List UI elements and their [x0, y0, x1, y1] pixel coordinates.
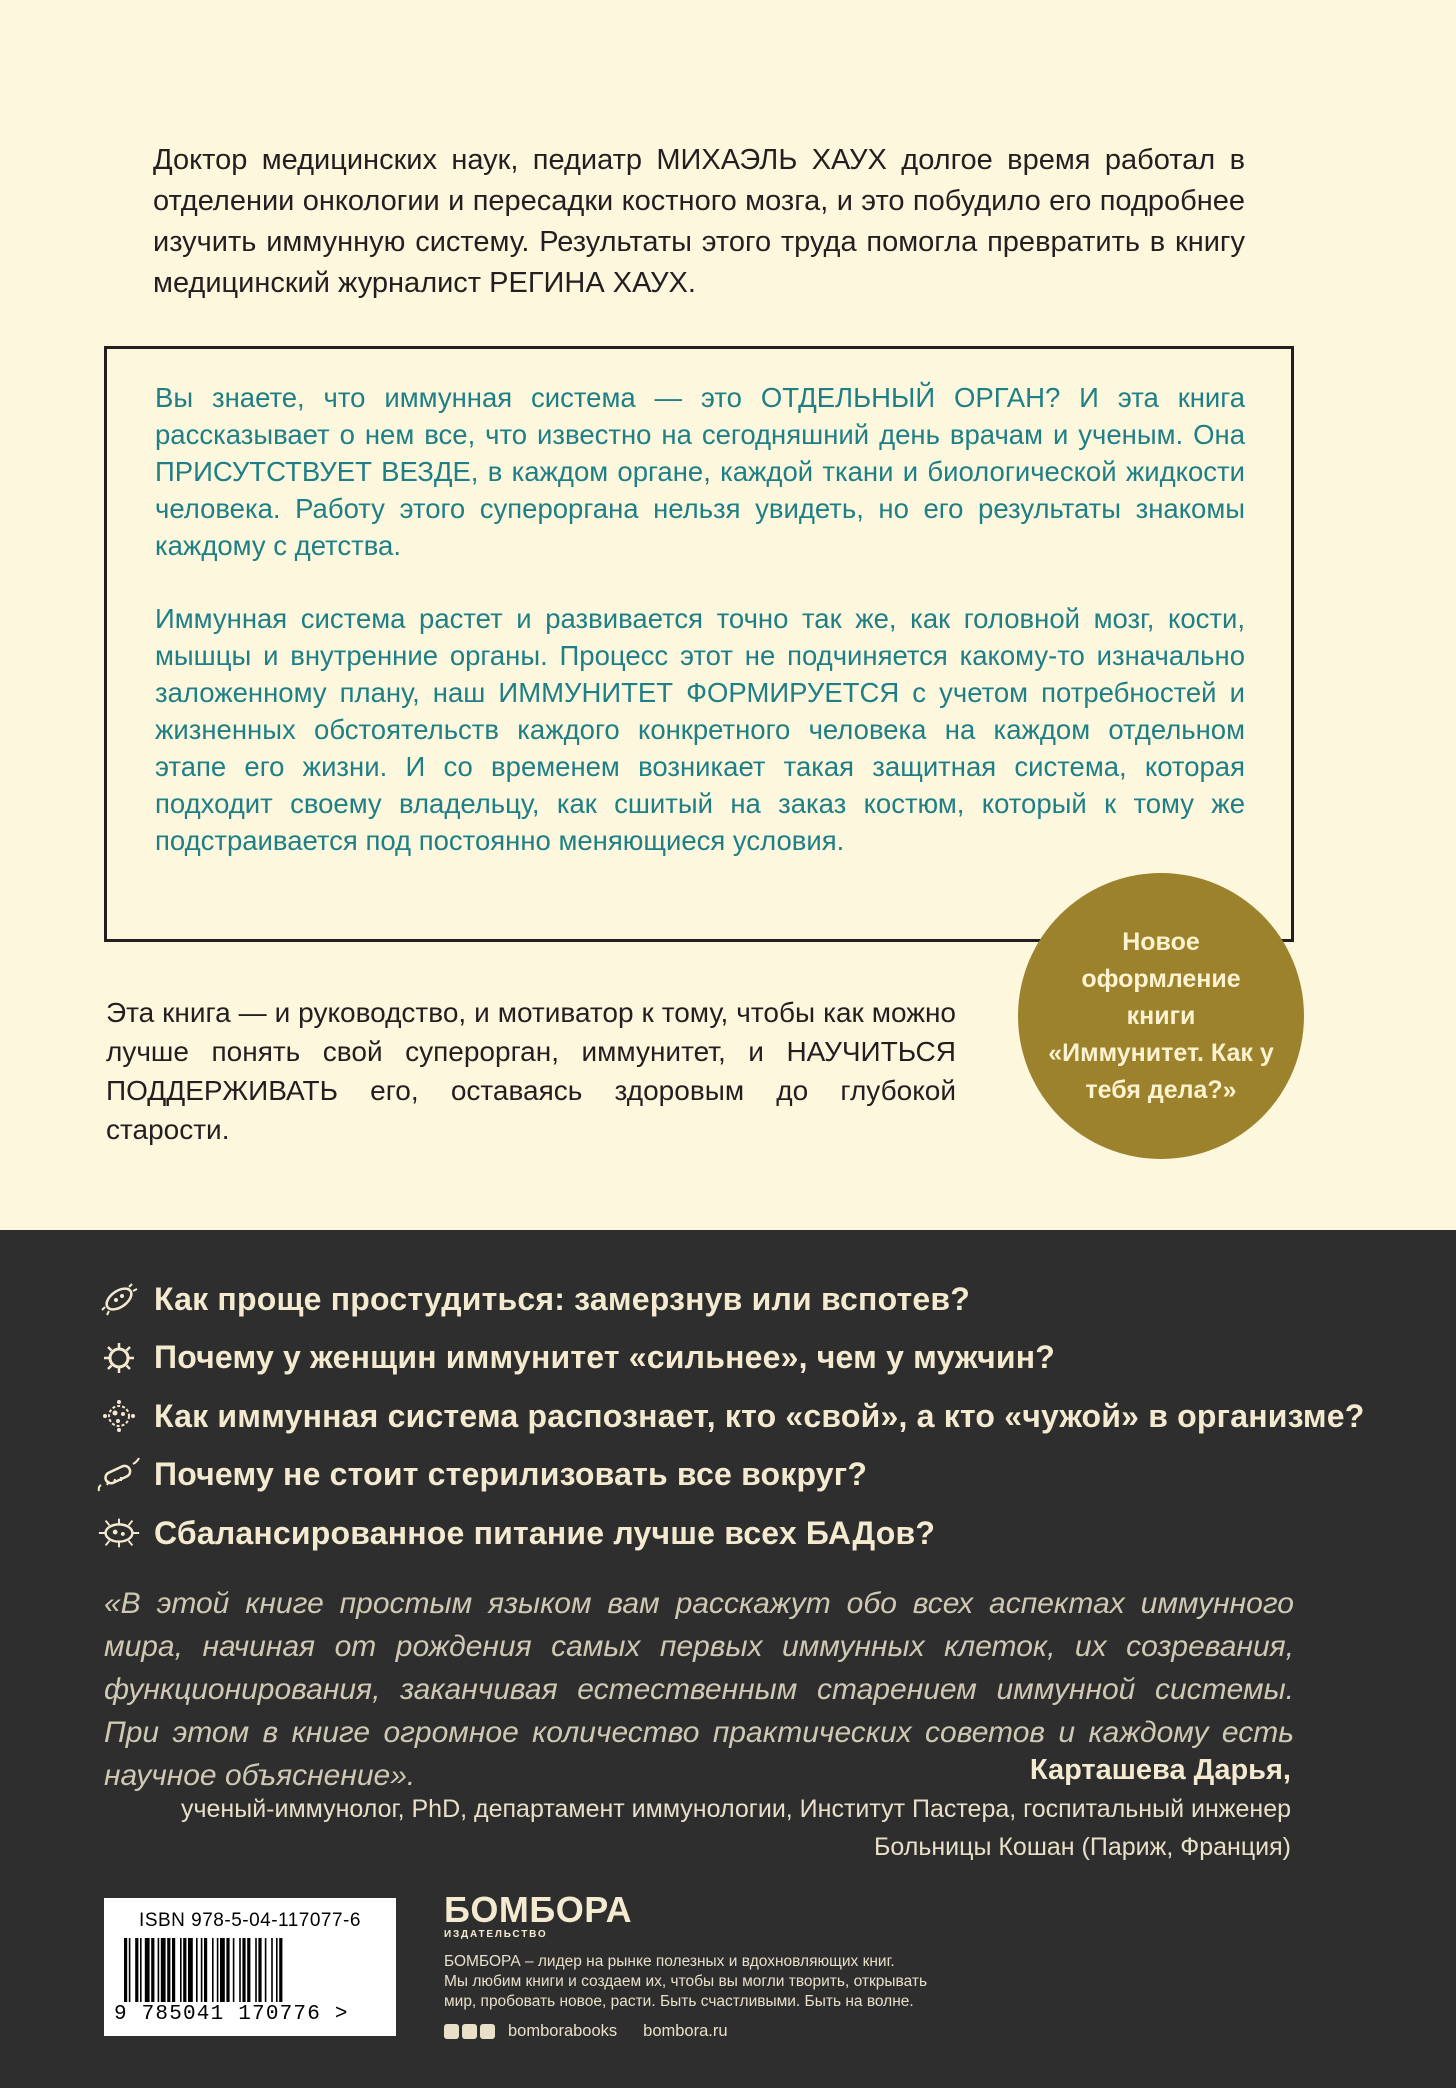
question-item — [96, 1504, 1396, 1563]
author-role: ученый-иммунолог, PhD, департамент иммунологии, Институт Пастера, госпитальный инженер Больницы Кошан (Париж, Франция) — [181, 1795, 1291, 1861]
barcode-bar — [271, 1938, 273, 2002]
bacterium-icon — [96, 1276, 142, 1322]
barcode-bar — [226, 1938, 229, 2002]
outro-paragraph: Эта книга — и руководство, и мотиватор к тому, чтобы как можно лучше понять свой суперорган, иммунитет, и НАУЧИТЬСЯ ПОДДЕРЖИВАТЬ его, оставаясь здоровым до глубокой старости. — [106, 997, 956, 1145]
barcode-bar — [188, 1938, 193, 2002]
review-quote: «В этой книге простым языком вам расскажут обо всех аспектах иммунного мира, начиная от рождения самых первых иммунных клеток, их созревания, функционирования, заканчивая естественным старением иммунной системы. При этом в книге огромное количество практических советов и каждому есть научное объяснение». — [104, 1587, 1294, 1792]
barcode-bar — [167, 1938, 170, 2002]
publisher-logo-subtitle: ИЗДАТЕЛЬСТВО — [444, 1929, 548, 1940]
barcode-bar — [204, 1938, 207, 2002]
publisher-links — [444, 2022, 1004, 2041]
question-text: Как проще простудиться: замерзнув или вспотев? — [154, 1280, 971, 1317]
barcode-bar — [217, 1938, 219, 2002]
author-name: Карташева Дарья, — [1029, 1754, 1291, 1786]
barcode-bar — [233, 1938, 235, 2002]
publisher-site-link[interactable]: bombora.ru — [643, 2022, 728, 2040]
barcode-bar — [265, 1938, 267, 2002]
badge-text: Новое оформление книги «Иммунитет. Как у тебя дела?» — [1048, 927, 1274, 1104]
barcode-bar — [161, 1938, 166, 2002]
question-item — [96, 1329, 1396, 1388]
social-handle[interactable]: bomborabooks — [508, 2022, 618, 2040]
barcode-bars — [122, 1938, 378, 2002]
vk-icon[interactable] — [462, 2024, 477, 2039]
barcode-bar — [196, 1938, 198, 2002]
question-text: Почему не стоит стерилизовать все вокруг? — [154, 1456, 868, 1493]
barcode-bar — [276, 1938, 278, 2002]
question-text: Почему у женщин иммунитет «сильнее», чем у мужчин? — [154, 1339, 1056, 1376]
isbn-barcode — [104, 1898, 396, 2036]
barcode-bar — [212, 1938, 214, 2002]
barcode-digits: 9 785041 170776 > — [114, 2003, 349, 2026]
instagram-icon[interactable] — [480, 2024, 495, 2039]
new-design-badge — [1018, 873, 1304, 1159]
barcode-bar — [158, 1938, 160, 2002]
question-text: Как иммунная система распознает, кто «свой», а кто «чужой» в организме? — [154, 1397, 1365, 1434]
barcode-bar — [201, 1938, 203, 2002]
barcode-bar — [124, 1938, 127, 2002]
framed-paragraph-1: Вы знаете, что иммунная система — это ОТДЕЛЬНЫЙ ОРГАН? И эта книга рассказывает о нем все, что известно на сегодняшний день врачам и ученым. Она ПРИСУТСТВУЕТ ВЕЗДЕ, в каждом органе, каждой ткани и биологической жидкости человека. Работу этого суперорганa нельзя увидеть, но его результаты знакомы каждому с детства. — [155, 382, 1245, 561]
social-icons — [444, 2024, 498, 2039]
virus-ring-icon — [96, 1335, 142, 1381]
barcode-bar — [242, 1938, 245, 2002]
barcode-bar — [279, 1938, 282, 2002]
barcode-bar — [151, 1938, 154, 2002]
barcode-bar — [239, 1938, 241, 2002]
publisher-block — [444, 1889, 1004, 2041]
barcode-bar — [180, 1938, 182, 2002]
question-item — [96, 1446, 1396, 1505]
publisher-description: БОМБОРА – лидер на рынке полезных и вдохновляющих книг. Мы любим книги и создаем их, чтобы вы могли творить, открывать мир, пробовать новое, расти. Быть счастливыми. Быть на волне. — [444, 1953, 928, 2010]
cover-bottom-section — [0, 1230, 1456, 2088]
barcode-bar — [129, 1938, 131, 2002]
barcode-bar — [220, 1938, 225, 2002]
intro-paragraph: Доктор медицинских наук, педиатр МИХАЭЛЬ ХАУХ долгое время работал в отделении онкологии и пересадки костного мозга, и это побудило его подробнее изучить иммунную систему. Результаты этого труда помогла превратить в книгу медицинский журналист РЕГИНА ХАУХ. — [153, 144, 1245, 299]
virus-cluster-icon — [96, 1393, 142, 1439]
barcode-bar — [140, 1938, 142, 2002]
facebook-icon[interactable] — [444, 2024, 459, 2039]
microbe-icon — [96, 1510, 142, 1556]
isbn-number: ISBN 978-5-04-117077-6 — [139, 1910, 361, 1931]
publisher-logo: БОМБОРА — [444, 1889, 633, 1930]
barcode-bar — [255, 1938, 257, 2002]
barcode-bar — [172, 1938, 175, 2002]
bacillus-icon — [96, 1452, 142, 1498]
question-item — [96, 1270, 1396, 1329]
quote-author — [171, 1750, 1291, 1866]
barcode-bar — [247, 1938, 250, 2002]
question-list — [96, 1270, 1396, 1563]
framed-paragraph-2: Иммунная система растет и развивается точно так же, как головной мозг, кости, мышцы и внутренние органы. Процесс этот не подчиняется какому-то изначально заложенному плану, наш ИММУНИТЕТ ФОРМИРУЕТСЯ с учетом потребностей и жизненных обстоятельств каждого конкретного человека на каждом отдельном этапе его жизни. И со временем возникает такая защитная система, которая подходит своему владельцу, как сшитый на заказ костюм, который к тому же подстраивается под постоянно меняющиеся условия. — [155, 603, 1245, 856]
barcode-bar — [183, 1938, 186, 2002]
barcode-bar — [258, 1938, 261, 2002]
question-item — [96, 1387, 1396, 1446]
question-text: Сбалансированное питание лучше всех БАДов? — [154, 1514, 936, 1551]
barcode-bar — [135, 1938, 138, 2002]
barcode-bar — [145, 1938, 150, 2002]
framed-description — [104, 346, 1294, 942]
